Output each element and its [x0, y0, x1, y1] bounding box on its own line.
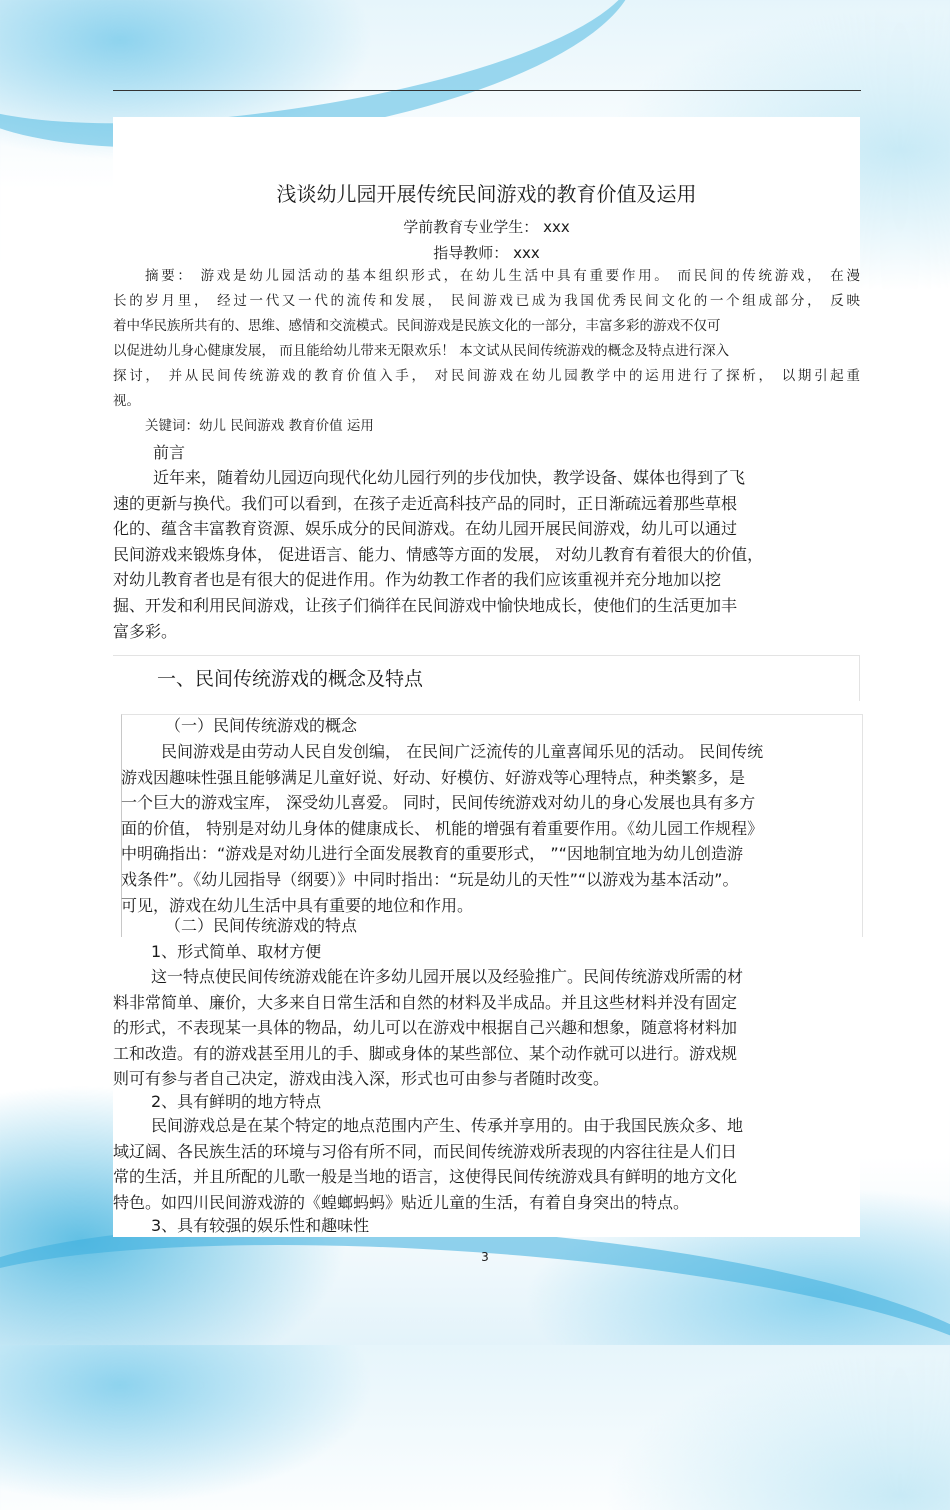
preface-line: 对幼儿教育者也是有很大的促进作用。作为幼教工作者的我们应该重视并充分地加以挖 [113, 570, 722, 590]
subsection-1-heading: （一）民间传统游戏的概念 [165, 716, 358, 735]
page-number: 3 [481, 1250, 489, 1264]
abstract-line: 探讨， 并从民间传统游戏的教育价值入手， 对民间游戏在幼儿园教学中的运用进行了探析， 以期引起重 [113, 368, 860, 384]
preface-line: 化的、蕴含丰富教育资源、娱乐成分的民间游戏。在幼儿园开展民间游戏，幼儿可以通过 [113, 519, 738, 539]
concept-line: 戏条件”。《幼儿园指导（纲要）》中同时指出：“玩是幼儿的天性”“以游戏为基本活动”。 [121, 869, 739, 889]
subsection-2-heading: （二）民间传统游戏的特点 [165, 916, 358, 935]
feature-2-line: 域辽阔、各民族生活的环境与习俗有所不同，而民间传统游戏所表现的内容往往是人们日 [113, 1141, 738, 1161]
feature-2-line: 常的生活，并且所配的儿歌一般是当地的语言，这使得民间传统游戏具有鲜明的地方文化 [113, 1167, 738, 1187]
concept-line: 可见，游戏在幼儿生活中具有重要的地位和作用。 [121, 895, 474, 915]
background-swoosh-bottom [0, 1192, 950, 1510]
preface-line: 富多彩。 [113, 621, 178, 641]
section-1-heading: 一、民间传统游戏的概念及特点 [113, 655, 860, 701]
preface-heading: 前言 [153, 443, 186, 462]
feature-3-heading: 3、具有较强的娱乐性和趣味性 [151, 1216, 370, 1235]
concept-paragraph [121, 739, 861, 918]
abstract-line: 摘要： 游戏是幼儿园活动的基本组织形式，在幼儿生活中具有重要作用。 而民间的传统游戏， 在漫 [145, 268, 860, 284]
author-line: 学前教育专业学生： xxx [403, 218, 570, 236]
preface-line: 掘、开发和利用民间游戏，让孩子们徜徉在民间游戏中愉快地成长，使他们的生活更加丰 [113, 595, 738, 615]
abstract [113, 264, 860, 414]
feature-1-line: 的形式，不表现某一具体的物品，幼儿可以在游戏中根据自己兴趣和想象，随意将材料加 [113, 1018, 738, 1038]
feature-2-paragraph [113, 1113, 860, 1215]
document-title: 浅谈幼儿园开展传统民间游戏的教育价值及运用 [276, 182, 697, 206]
feature-1-line: 料非常简单、廉价，大多来自日常生活和自然的材料及半成品。并且这些材料并没有固定 [113, 992, 738, 1012]
feature-1-paragraph [113, 964, 860, 1092]
feature-2-line: 民间游戏总是在某个特定的地点范围内产生、传承并享用的。由于我国民族众多、地 [151, 1116, 744, 1135]
feature-1-line: 这一特点使民间传统游戏能在许多幼儿园开展以及经验推广。民间传统游戏所需的材 [151, 967, 744, 986]
concept-line: 民间游戏是由劳动人民自发创编， 在民间广泛流传的儿童喜闻乐见的活动。 民间传统 [161, 742, 764, 761]
concept-line: 一个巨大的游戏宝库， 深受幼儿喜爱。 同时，民间传统游戏对幼儿的身心发展也具有多方 [121, 793, 756, 813]
feature-1-line: 工和改造。有的游戏甚至用儿的手、脚或身体的某些部位、某个动作就可以进行。游戏规 [113, 1043, 738, 1063]
concept-line: 面的价值， 特别是对幼儿身体的健康成长、 机能的增强有着重要作用。《幼儿园工作规程》 [121, 818, 764, 838]
feature-1-line: 则可有参与者自己决定，游戏由浅入深，形式也可由参与者随时改变。 [113, 1069, 610, 1089]
feature-2-line: 特色。如四川民间游戏游的《蝗螂蚂蚂》贴近儿童的生活，有着自身突出的特点。 [113, 1192, 690, 1212]
abstract-line: 以促进幼儿身心健康发展， 而且能给幼儿带来无限欢乐！ 本文试从民间传统游戏的概念及特点进行深入 [113, 343, 730, 359]
abstract-line: 长的岁月里， 经过一代又一代的流传和发展， 民间游戏已成为我国优秀民间文化的一个组成部分， 反映 [113, 293, 860, 309]
feature-2-heading: 2、具有鲜明的地方特点 [151, 1092, 322, 1111]
advisor-line: 指导教师： xxx [433, 244, 540, 262]
abstract-line: 视。 [113, 393, 140, 409]
preface-paragraph [113, 465, 860, 644]
abstract-line: 着中华民族所共有的、思维、感情和交流模式。民间游戏是民族文化的一部分，丰富多彩的游戏不仅可 [113, 318, 721, 334]
preface-line: 速的更新与换代。我们可以看到，在孩子走近高科技产品的同时，正日渐疏远着那些草根 [113, 493, 738, 513]
preface-line: 民间游戏来锻炼身体， 促进语言、能力、情感等方面的发展， 对幼儿教育有着很大的价值， [113, 544, 764, 564]
concept-line: 游戏因趣味性强且能够满足儿童好说、好动、好模仿、好游戏等心理特点，种类繁多，是 [121, 767, 746, 787]
preface-line: 近年来，随着幼儿园迈向现代化幼儿园行列的步伐加快，教学设备、媒体也得到了飞 [153, 468, 746, 487]
keywords: 关键词：幼儿 民间游戏 教育价值 运用 [145, 418, 374, 434]
concept-line: 中明确指出：“游戏是对幼儿进行全面发展教育的重要形式， ”“因地制宜地为幼儿创造游 [121, 844, 743, 864]
header-rule [113, 90, 861, 91]
feature-1-heading: 1、形式简单、取材方便 [151, 942, 322, 961]
